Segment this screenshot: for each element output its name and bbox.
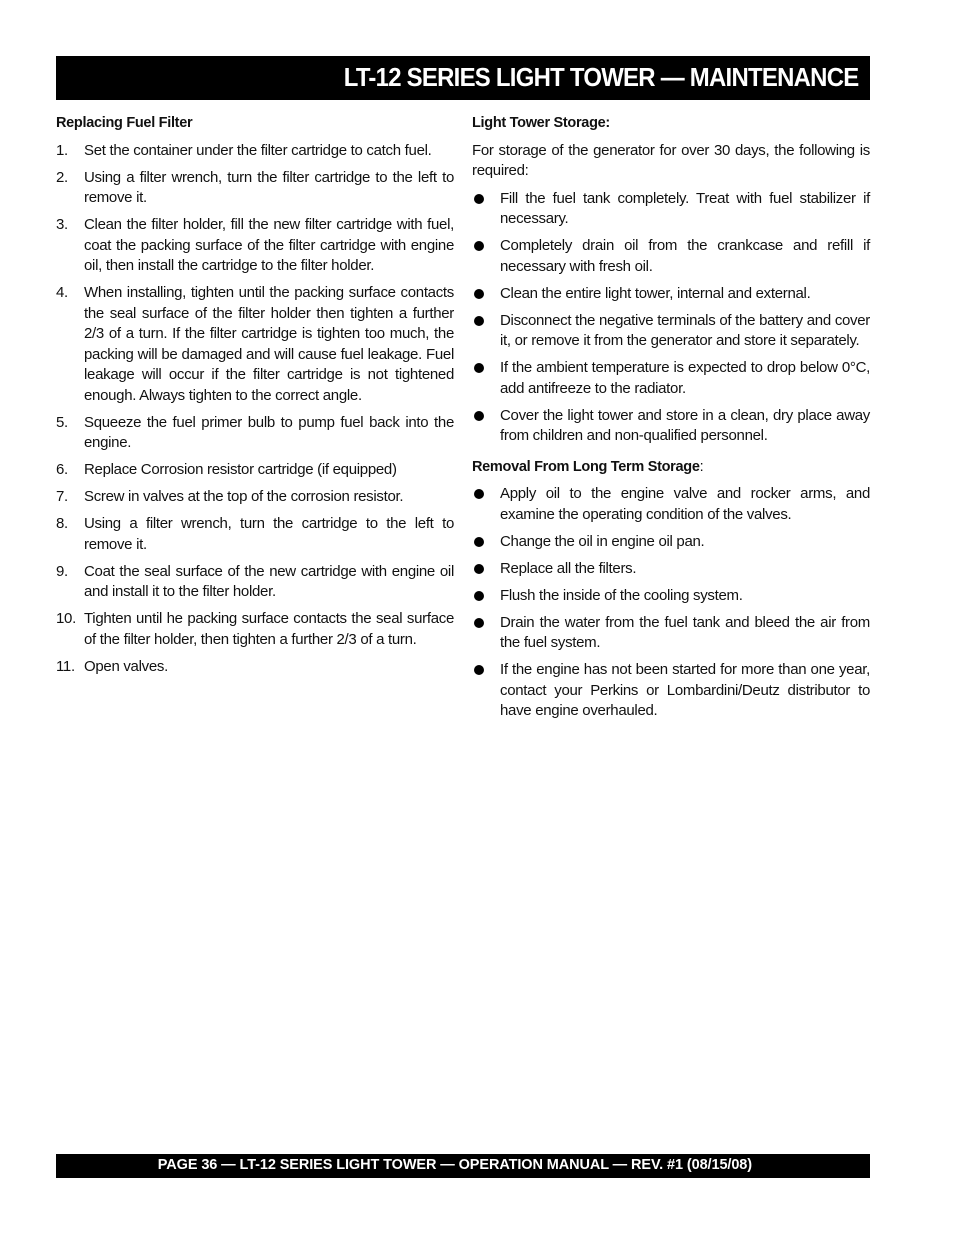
list-item-text: Fill the fuel tank completely. Treat with fuel stabilizer if necessary.: [500, 189, 870, 227]
bullet-icon: [474, 537, 484, 547]
step-text: Screw in valves at the top of the corrosion resistor.: [84, 488, 404, 505]
step-number: 4.: [56, 284, 68, 301]
list-item: [472, 358, 870, 399]
list-item-text: Disconnect the negative terminals of the battery and cover it, or remove it from the generator and store it separately.: [500, 311, 870, 349]
step-number: 6.: [56, 461, 68, 478]
step-text: Set the container under the filter cartridge to catch fuel.: [84, 141, 432, 159]
section-heading-removal: [472, 457, 870, 478]
list-item-text: If the ambient temperature is expected to drop below 0°C, add antifreeze to the radiator.: [500, 359, 870, 397]
step-number: 5.: [56, 413, 68, 431]
step-item: [56, 609, 454, 650]
section-heading-storage: Light Tower Storage:: [472, 115, 610, 131]
bullet-icon: [474, 564, 484, 574]
removal-list: [472, 484, 870, 722]
step-number: 3.: [56, 216, 68, 233]
step-text: Open valves.: [84, 657, 168, 675]
list-item-text: Cover the light tower and store in a clean, dry place away from children and non-qualified personnel.: [500, 406, 870, 444]
list-item: [472, 311, 870, 352]
page-header-bar: [56, 56, 870, 100]
list-item: [472, 284, 870, 305]
list-item-text: Clean the entire light tower, internal and external.: [500, 284, 811, 302]
step-item: [56, 168, 454, 209]
step-item: [56, 460, 454, 481]
step-text: Using a filter wrench, turn the filter cartridge to the left to remove it.: [84, 168, 454, 206]
step-item: [56, 514, 454, 555]
list-item: [472, 236, 870, 277]
list-item: [472, 532, 870, 553]
step-number: 11.: [56, 657, 75, 675]
list-item: [472, 484, 870, 525]
list-item: [472, 586, 870, 607]
step-text: When installing, tighten until the packing surface contacts the seal surface of the filter holder then tighten a further 2/3 of a turn. If the filter cartridge is tighten too much, the packing will be damaged and will cause fuel leakage. Fuel leakage will occur if the filter cartridge is not tightened enough. Always tighten to the correct angle.: [84, 284, 454, 404]
bullet-icon: [474, 591, 484, 601]
step-item: [56, 657, 454, 678]
bullet-icon: [474, 665, 484, 675]
step-item: [56, 487, 454, 508]
list-item-text: Completely drain oil from the crankcase and refill if necessary with fresh oil.: [500, 237, 870, 275]
list-item: [472, 559, 870, 580]
list-item-text: If the engine has not been started for more than one year, contact your Perkins or Lombardini/Deutz distributor to have engine overhauled.: [500, 661, 870, 719]
step-number: 9.: [56, 562, 68, 580]
list-item: [472, 613, 870, 654]
fuel-filter-steps: [56, 141, 454, 678]
step-text: Coat the seal surface of the new cartridge with engine oil and install it to the filter holder.: [84, 562, 454, 600]
step-item: [56, 413, 454, 454]
list-item-text: Drain the water from the fuel tank and bleed the air from the fuel system.: [500, 613, 870, 651]
bullet-icon: [474, 241, 484, 251]
step-number: 8.: [56, 515, 68, 532]
list-item-text: Flush the inside of the cooling system.: [500, 586, 743, 604]
list-item-text: Change the oil in engine oil pan.: [500, 532, 705, 550]
storage-list: [472, 189, 870, 447]
page-footer-text: PAGE 36 — LT-12 SERIES LIGHT TOWER — OPERATION MANUAL — REV. #1 (08/15/08): [157, 1157, 752, 1173]
removal-heading-colon: :: [699, 458, 704, 475]
list-item-text: Replace all the filters.: [500, 559, 637, 577]
step-text: Squeeze the fuel primer bulb to pump fuel back into the engine.: [84, 413, 454, 451]
list-item: [472, 189, 870, 230]
step-number: 7.: [56, 488, 68, 505]
bullet-icon: [474, 618, 484, 628]
page-title: LT-12 SERIES LIGHT TOWER — MAINTENANCE: [343, 62, 858, 92]
step-text: Replace Corrosion resistor cartridge (if equipped): [84, 461, 397, 478]
bullet-icon: [474, 489, 484, 499]
step-text: Clean the filter holder, fill the new filter cartridge with fuel, coat the packing surface of the filter cartridge with engine oil, then install the cartridge to the filter holder.: [84, 216, 454, 274]
removal-heading-text: Removal From Long Term Storage: [472, 458, 700, 475]
bullet-icon: [474, 194, 484, 204]
step-item: [56, 562, 454, 603]
step-number: 1.: [56, 141, 68, 159]
bullet-icon: [474, 363, 484, 373]
page-footer-bar: [56, 1154, 870, 1178]
step-item: [56, 283, 454, 406]
list-item: [472, 406, 870, 447]
bullet-icon: [474, 411, 484, 421]
storage-intro: For storage of the generator for over 30 days, the following is required:: [472, 141, 870, 179]
bullet-icon: [474, 316, 484, 326]
list-item-text: Apply oil to the engine valve and rocker arms, and examine the operating condition of the valves.: [500, 485, 870, 523]
list-item: [472, 660, 870, 722]
step-number: 10.: [56, 610, 76, 627]
bullet-icon: [474, 289, 484, 299]
step-number: 2.: [56, 168, 68, 186]
step-text: Tighten until he packing surface contacts the seal surface of the filter holder, then tighten a further 2/3 of a turn.: [84, 610, 454, 648]
step-text: Using a filter wrench, turn the cartridge to the left to remove it.: [84, 515, 454, 553]
right-column: [472, 113, 870, 728]
step-item: [56, 215, 454, 277]
section-heading-fuel-filter: Replacing Fuel Filter: [56, 115, 193, 131]
step-item: [56, 141, 454, 162]
left-column: [56, 113, 454, 684]
